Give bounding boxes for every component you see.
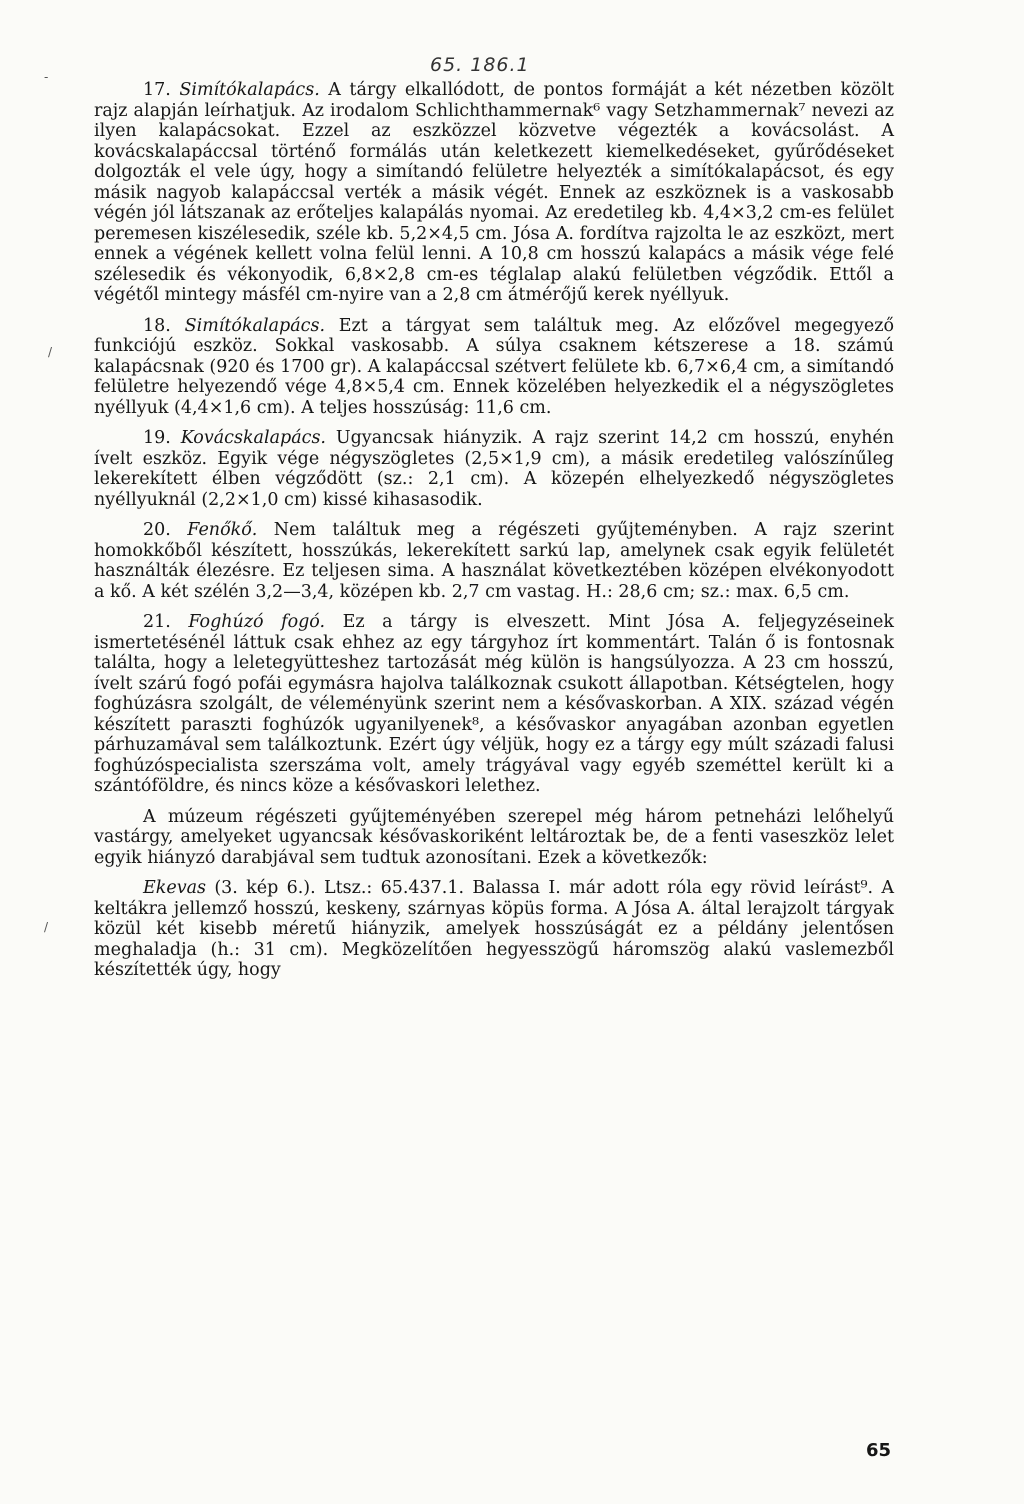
entry-text: Ez a tárgy is elveszett. Mint Jósa A. feljegyzéseinek ismertetésénél láttuk csak ehhez az egy tárgyhoz írt kommentárt. Talán ő is fontosnak találta, hogy a leletegyütteshez tartozását még külön is hangsúlyozza. A 23 cm hosszú, ívelt szárú fogó pofái egymásra hajolva találkoznak csukott állapotban. Kétségtelen, hogy foghúzásra szolgált, de véleményünk szerint nem a késővaskorban. A XIX. század végén készített paraszti foghúzók ugyanilyenek⁸, a késővaskor anyagában azonban egyetlen párhuzamával sem találkoztunk. Ezért úgy véljük, hogy ez a tárgy egy múlt századi falusi foghúzóspecialista szerszáma volt, amely trágyával vagy egyéb szeméttel került ki a szántóföldre, és nincs köze a késővaskori lelethez. (94, 612, 894, 796)
entry-number: 19. (143, 428, 171, 448)
entry-title: Foghúzó fogó. (188, 612, 326, 632)
entry-title: Simítókalapács. (184, 315, 326, 336)
entry-17 (94, 80, 894, 306)
entry-number: 17. (143, 80, 171, 100)
paragraph-text: A múzeum régészeti gyűjteményében szerepel még három petneházi lelőhelyű vastárgy, amelyeket ugyancsak késővaskoriként leltároztak be, de a fenti vaseszköz lelet egyik hiányzó darabjával sem tudtuk azonosítani. Ezek a következők: (94, 806, 894, 868)
entry-title: Kovácskalapács. (180, 428, 326, 448)
entry-number: 20. (143, 520, 171, 540)
entry-21 (94, 612, 894, 797)
entry-text: Ugyancsak hiányzik. A rajz szerint 14,2 cm hosszú, enyhén ívelt eszköz. Egyik vége négyszögletes (2,5×1,9 cm), a másik eredetileg valószínűleg lekerekített élben végződött (sz.: 2,1 cm). A közepén elhelyezkedő négyszögletes nyéllyuknál (2,2×1,0 cm) kissé kihasasodik. (94, 428, 894, 510)
entry-text: Ezt a tárgyat sem találtuk meg. Az előzővel megegyező funkciójú eszköz. Sokkal vaskosabb. A súlya csaknem kétszerese a 18. számú kalapácsnak (920 és 1700 gr). A kalapáccsal szétvert felülete kb. 6,7×6,4 cm, a simítandó felületre helyezendő vége 4,8×5,4 cm. Ennek közelében helyezkedik el a négyszögletes nyéllyuk (4,4×1,6 cm). A teljes hosszúság: 11,6 cm. (94, 315, 894, 418)
margin-mark: / (48, 345, 53, 359)
entry-title: Simítókalapács. (179, 80, 320, 100)
entry-text: A tárgy elkallódott, de pontos formáját a két nézetben közölt rajz alapján leírhatjuk. Az irodalom Schlichthammernak⁶ vagy Setzhammernak⁷ nevezi az ilyen kalapácsokat. Ezzel az eszközzel közvetve végezték a kovácsolást. A kovácskalapáccsal történő formálás után keletkezett kiemelkedéseket, gyűrődéseket dolgozták el vele úgy, hogy a simítandó felületre helyezték a simítókalapácsot, és egy másik nagyob kalapáccsal verték a másik végét. Ennek az eszköznek is a vaskosabb végén jól látszanak az erőteljes kalapálás nyomai. Az eredetileg kb. 4,4×3,2 cm-es felület peremesen kiszélesedik, széle kb. 5,2×4,5 cm. Jósa A. fordítva rajzolta le az eszközt, mert ennek a végének kellett volna felül lenni. A 10,8 cm hosszú kalapács a másik vége felé szélesedik és vékonyodik, 6,8×2,8 cm-es téglalap alakú felületben végződik. Ettől a végétől mintegy másfél cm-nyire van a 2,8 cm átmérőjű kerek nyéllyuk. (94, 80, 894, 305)
page-number: 65 (866, 1440, 892, 1461)
paragraph-other-finds (94, 807, 894, 869)
entry-text: Nem találtuk meg a régészeti gyűjteményben. A rajz szerint homokkőből készített, hosszúkás, lekerekített sarkú lap, amelynek csak egyik felületét használták élezésre. Ez teljesen sima. A használat következtében középen elvékonyodott a kő. A két szélén 3,2—3,4, középen kb. 2,7 cm vastag. H.: 28,6 cm; sz.: max. 6,5 cm. (94, 520, 894, 602)
entry-19 (94, 428, 894, 510)
paragraph-ekevas (94, 878, 894, 981)
entry-title: Fenőkő. (187, 520, 258, 540)
margin-mark: / (44, 920, 49, 934)
entry-20 (94, 520, 894, 602)
paragraph-title: Ekevas (143, 878, 207, 898)
entry-number: 18. (143, 315, 171, 336)
margin-mark: - (44, 70, 49, 84)
body-text (94, 80, 894, 981)
entry-18 (94, 316, 894, 419)
entry-number: 21. (143, 612, 171, 632)
paragraph-text: (3. kép 6.). Ltsz.: 65.437.1. Balassa I. már adott róla egy rövid leírást⁹. A keltákra jellemző hosszú, keskeny, szárnyas köpüs forma. A Jósa A. által lerajzolt tárgyak közül két kisebb méretű hiányzik, amelyek hosszúságát ez a példány jelentősen meghaladja (h.: 31 cm). Megközelítően hegyesszögű háromszög alakú vaslemezből készítették úgy, hogy (94, 878, 894, 980)
handwritten-annotation: 65. 186.1 (430, 54, 530, 76)
